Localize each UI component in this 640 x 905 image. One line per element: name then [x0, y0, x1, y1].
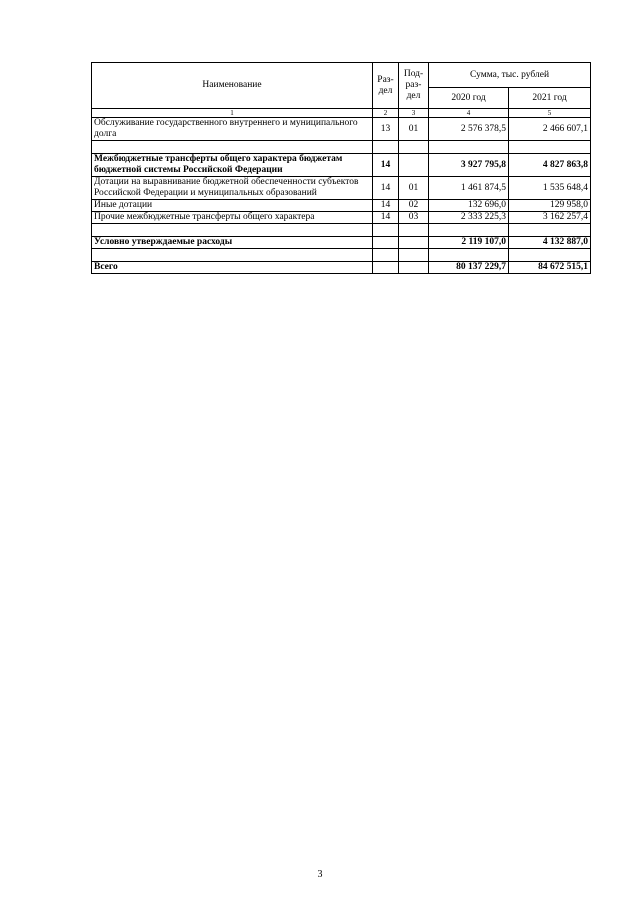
row-subsection: 03: [399, 212, 429, 224]
col-number: 4: [429, 109, 509, 118]
table-body: [92, 118, 591, 274]
row-name: [92, 249, 373, 262]
row-subsection: 02: [399, 200, 429, 212]
row-section: 14: [373, 177, 399, 200]
row-subsection: [399, 237, 429, 249]
table-row: [92, 212, 591, 224]
row-amount-2021: 129 958,0: [509, 200, 591, 212]
row-subsection: [399, 224, 429, 237]
row-amount-2020: [429, 141, 509, 154]
row-amount-2020: [429, 249, 509, 262]
row-amount-2020: 3 927 795,8: [429, 154, 509, 177]
row-amount-2021: 1 535 648,4: [509, 177, 591, 200]
row-amount-2021: 4 132 887,0: [509, 237, 591, 249]
row-subsection: [399, 154, 429, 177]
row-amount-2020: 2 119 107,0: [429, 237, 509, 249]
table-row: [92, 262, 591, 274]
row-amount-2021: [509, 141, 591, 154]
row-name: [92, 224, 373, 237]
row-name: Межбюджетные трансферты общего характера бюджетам бюджетной системы Российской Федерации: [92, 154, 373, 177]
row-name: [92, 141, 373, 154]
row-section: [373, 224, 399, 237]
row-section: [373, 141, 399, 154]
row-name: Прочие межбюджетные трансферты общего характера: [92, 212, 373, 224]
header-sum: Сумма, тыс. рублей: [429, 63, 591, 88]
row-name: Дотации на выравнивание бюджетной обеспеченности субъектов Российской Федерации и муниципальных образований: [92, 177, 373, 200]
row-amount-2020: 132 696,0: [429, 200, 509, 212]
row-amount-2021: 2 466 607,1: [509, 118, 591, 141]
col-number: 5: [509, 109, 591, 118]
col-number: 2: [373, 109, 399, 118]
row-name: Обслуживание государственного внутреннего и муниципального долга: [92, 118, 373, 141]
row-section: 14: [373, 154, 399, 177]
row-amount-2020: [429, 224, 509, 237]
budget-table: [91, 62, 591, 274]
col-number: 3: [399, 109, 429, 118]
table-row: [92, 141, 591, 154]
row-section: 14: [373, 212, 399, 224]
row-name: Иные дотации: [92, 200, 373, 212]
row-subsection: 01: [399, 177, 429, 200]
header-name: Наименование: [92, 63, 373, 109]
table-row: [92, 224, 591, 237]
table-row: [92, 200, 591, 212]
header-section: Раз-дел: [373, 63, 399, 109]
header-year-2020: 2020 год: [429, 88, 509, 109]
row-section: [373, 249, 399, 262]
row-section: [373, 262, 399, 274]
row-amount-2021: 4 827 863,8: [509, 154, 591, 177]
header-subsection: Под-раз-дел: [399, 63, 429, 109]
row-amount-2020: 1 461 874,5: [429, 177, 509, 200]
row-subsection: 01: [399, 118, 429, 141]
row-amount-2020: 2 333 225,3: [429, 212, 509, 224]
row-subsection: [399, 249, 429, 262]
table-row: [92, 118, 591, 141]
col-number: 1: [92, 109, 373, 118]
row-amount-2021: 84 672 515,1: [509, 262, 591, 274]
row-amount-2020: 2 576 378,5: [429, 118, 509, 141]
table-row: [92, 249, 591, 262]
table-row: [92, 177, 591, 200]
row-amount-2021: [509, 224, 591, 237]
row-amount-2020: 80 137 229,7: [429, 262, 509, 274]
row-name: Всего: [92, 262, 373, 274]
row-name: Условно утверждаемые расходы: [92, 237, 373, 249]
row-subsection: [399, 262, 429, 274]
table-row: [92, 154, 591, 177]
row-section: 13: [373, 118, 399, 141]
row-section: [373, 237, 399, 249]
row-subsection: [399, 141, 429, 154]
row-amount-2021: [509, 249, 591, 262]
page-number: 3: [317, 869, 323, 880]
header-year-2021: 2021 год: [509, 88, 591, 109]
row-section: 14: [373, 200, 399, 212]
row-amount-2021: 3 162 257,4: [509, 212, 591, 224]
table-row: [92, 237, 591, 249]
